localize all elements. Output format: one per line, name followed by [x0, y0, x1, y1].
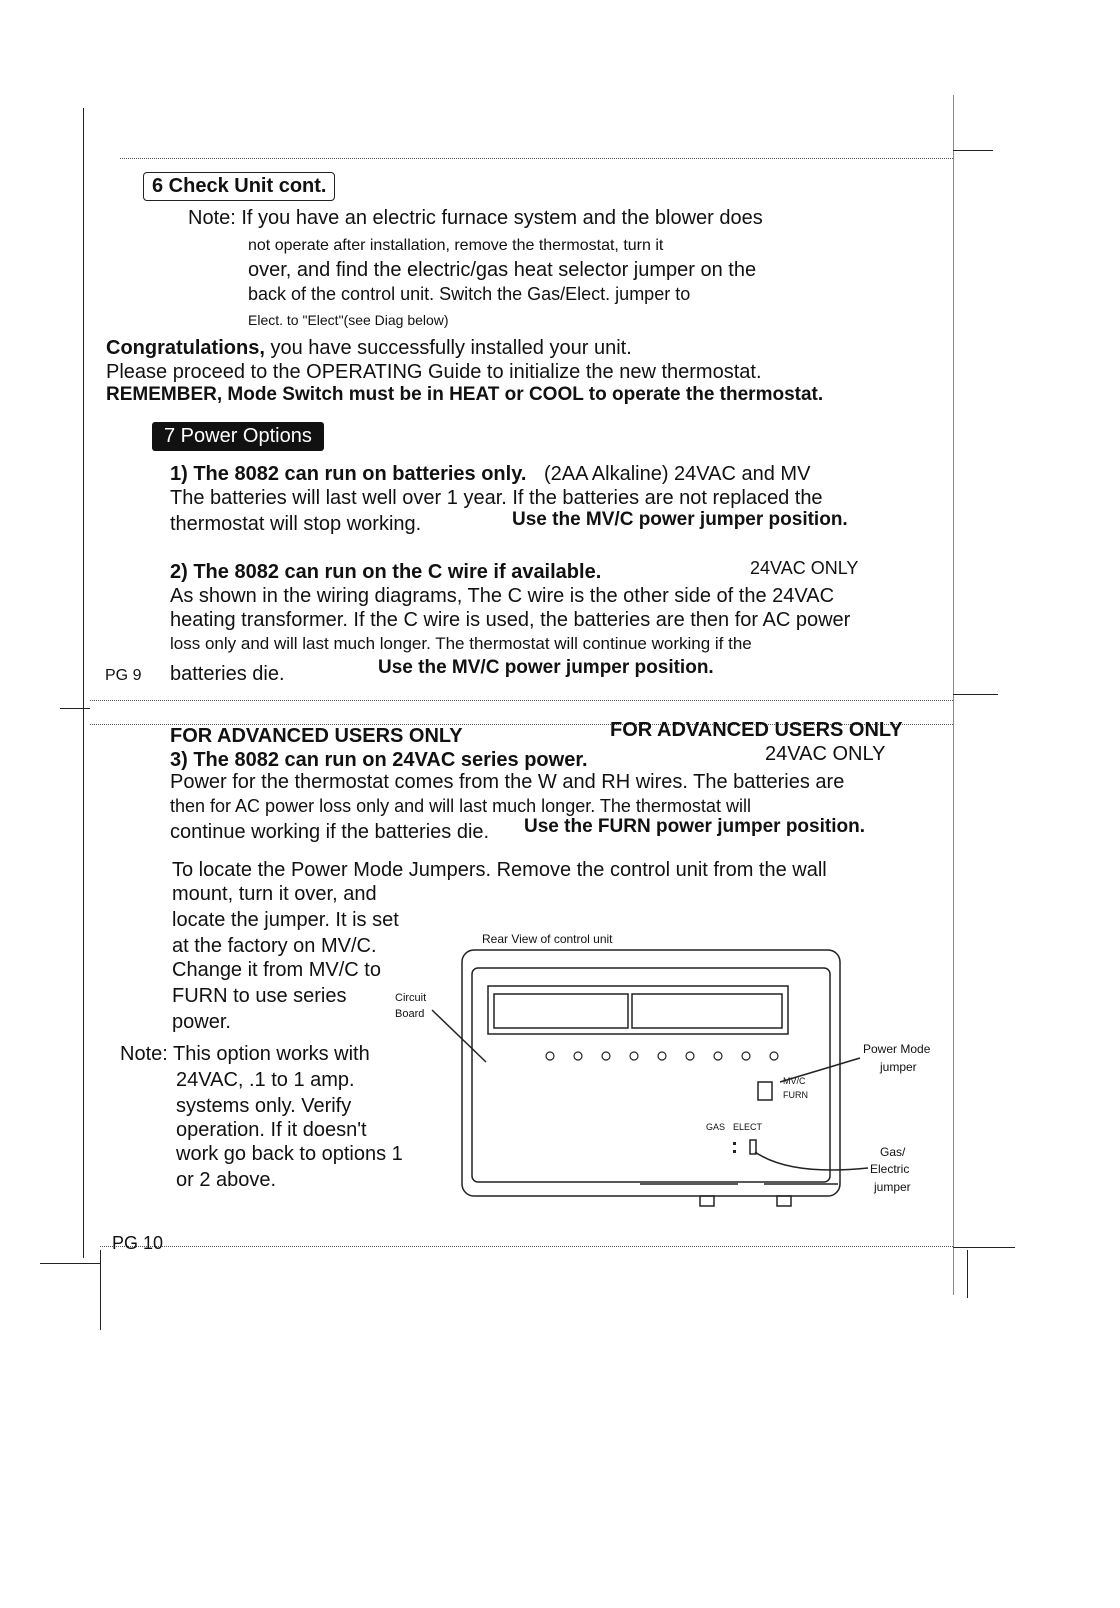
terminal: [686, 1052, 694, 1060]
opt3-line-2: Power for the thermostat comes from the W and RH wires. The batteries are: [170, 771, 845, 793]
terminal: [630, 1052, 638, 1060]
section6-title: 6 Check Unit cont.: [143, 172, 335, 201]
note-line-1: Note: This option works with: [120, 1043, 370, 1065]
opt1-aside: (2AA Alkaline) 24VAC and MV: [543, 463, 811, 485]
opt3-aside: 24VAC ONLY: [765, 743, 886, 765]
opt2-line-4: loss only and will last much longer. The thermostat will continue working if the: [170, 634, 752, 653]
battery-compartment: [488, 986, 788, 1034]
locate-line-4: at the factory on MV/C.: [172, 935, 377, 957]
terminal: [714, 1052, 722, 1060]
terminal: [742, 1052, 750, 1060]
note-line-5: work go back to options 1: [176, 1143, 403, 1165]
battery-left: [494, 994, 628, 1028]
page-label-9: PG 9: [105, 667, 142, 684]
mvc-label: MV/C: [783, 1076, 806, 1086]
mvc-jumper: [758, 1082, 772, 1100]
foot-left: [700, 1196, 714, 1206]
gas-electric-label-1: Gas/: [880, 1145, 906, 1159]
congrats-bold: Congratulations,: [106, 337, 265, 359]
opt3-line-4b: Use the FURN power jumper position.: [524, 816, 865, 837]
opt3-line-4a: continue working if the batteries die.: [170, 821, 490, 843]
furn-label: FURN: [783, 1090, 808, 1100]
opt2-line-2: As shown in the wiring diagrams, The C wire is the other side of the 24VAC: [170, 585, 835, 607]
locate-line-1: To locate the Power Mode Jumpers. Remove the control unit from the wall: [172, 859, 827, 881]
remember-line: REMEMBER, Mode Switch must be in HEAT or COOL to operate the thermostat.: [106, 384, 824, 405]
gas-electric-label-3: jumper: [874, 1180, 911, 1194]
opt2-line-3: heating transformer. If the C wire is used, the batteries are then for AC power: [170, 609, 851, 631]
congrats-rest: you have successfully installed your unit.: [264, 337, 632, 359]
opt2-heading: 2) The 8082 can run on the C wire if available.: [170, 561, 602, 583]
section6-note-line-1: Note: If you have an electric furnace system and the blower does: [188, 207, 763, 229]
note-line-6: or 2 above.: [176, 1169, 277, 1191]
opt1-line-2: The batteries will last well over 1 year. If the batteries are not replaced the: [170, 487, 823, 509]
proceed-line: Please proceed to the OPERATING Guide to initialize the new thermostat.: [106, 361, 762, 383]
elect-label: ELECT: [733, 1122, 763, 1132]
circuit-board-leader: [432, 1010, 486, 1062]
locate-line-6: FURN to use series: [172, 985, 347, 1007]
note-line-3: systems only. Verify: [176, 1095, 352, 1117]
terminal: [574, 1052, 582, 1060]
terminal: [602, 1052, 610, 1060]
diagram-title: Rear View of control unit: [482, 932, 613, 946]
jumper-pin: [733, 1150, 736, 1153]
power-mode-label-1: Power Mode: [863, 1042, 931, 1056]
section6-note-line-3: over, and find the electric/gas heat selector jumper on the: [248, 259, 757, 281]
control-unit-inner: [472, 968, 830, 1182]
control-unit-outline: [462, 950, 840, 1196]
power-mode-leader: [780, 1058, 860, 1082]
opt2-aside: 24VAC ONLY: [750, 558, 859, 578]
note-line-2: 24VAC, .1 to 1 amp.: [176, 1069, 355, 1091]
terminal: [658, 1052, 666, 1060]
opt3-line-3: then for AC power loss only and will last much longer. The thermostat will: [170, 796, 751, 816]
section6-note-line-5: Elect. to "Elect"(see Diag below): [248, 312, 449, 328]
advanced-heading-left: FOR ADVANCED USERS ONLY: [170, 725, 463, 747]
locate-line-5: Change it from MV/C to: [172, 959, 381, 981]
opt1-line-3a: thermostat will stop working.: [170, 513, 422, 535]
circuit-label-1: Circuit: [395, 992, 427, 1004]
locate-line-3: locate the jumper. It is set: [172, 909, 399, 931]
foot-right: [777, 1196, 791, 1206]
advanced-heading-right: FOR ADVANCED USERS ONLY: [610, 719, 903, 741]
locate-line-2: mount, turn it over, and: [172, 883, 377, 905]
locate-line-7: power.: [172, 1011, 231, 1033]
gas-electric-label-2: Electric: [870, 1162, 910, 1176]
page-label-10: PG 10: [112, 1233, 164, 1253]
battery-right: [632, 994, 782, 1028]
opt1-heading: 1) The 8082 can run on batteries only.: [170, 463, 527, 485]
note-line-4: operation. If it doesn't: [176, 1119, 367, 1141]
circuit-label-2: Board: [395, 1008, 425, 1020]
terminal-row: [546, 1052, 778, 1060]
terminal: [546, 1052, 554, 1060]
power-mode-label-2: jumper: [880, 1060, 917, 1074]
gas-label: GAS: [706, 1122, 726, 1132]
section7-title: 7 Power Options: [152, 422, 324, 451]
section6-note-line-2: not operate after installation, remove the thermostat, turn it: [248, 237, 664, 254]
terminal: [770, 1052, 778, 1060]
section6-note-line-4: back of the control unit. Switch the Gas/Elect. jumper to: [248, 284, 691, 304]
opt3-heading: 3) The 8082 can run on 24VAC series power.: [170, 749, 588, 771]
opt2-line-5a: batteries die.: [170, 663, 285, 685]
jumper-pin: [733, 1142, 736, 1145]
opt2-line-5b: Use the MV/C power jumper position.: [378, 657, 714, 678]
opt1-line-3b: Use the MV/C power jumper position.: [512, 509, 848, 530]
gas-electric-leader: [755, 1152, 868, 1170]
